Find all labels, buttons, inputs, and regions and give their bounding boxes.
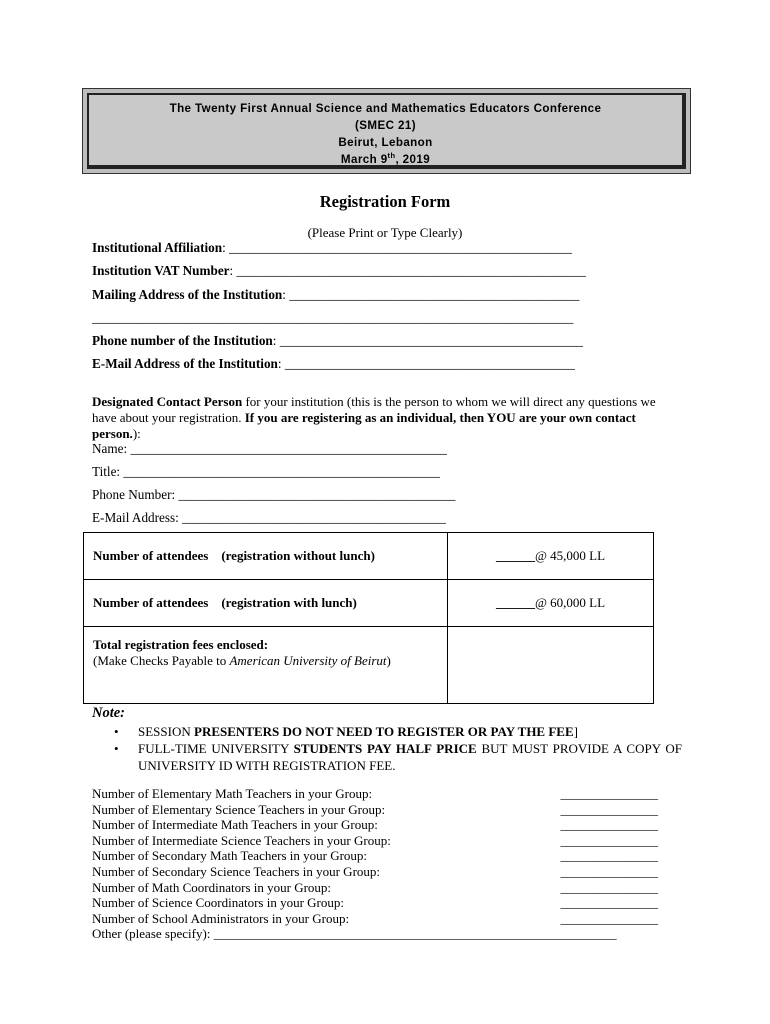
conference-date: March 9th, 2019 <box>340 151 431 166</box>
group-row[interactable]: Number of Secondary Math Teachers in your Group: _______________ <box>92 848 658 864</box>
institutional-affiliation-field[interactable] <box>92 240 572 256</box>
fee-label-without-lunch: Number of attendees (registration without lunch) <box>84 533 448 580</box>
group-row[interactable]: Number of Elementary Science Teachers in your Group: _______________ <box>92 801 658 817</box>
form-subtitle: (Please Print or Type Clearly) <box>307 225 463 240</box>
note-item-students: • FULL-TIME UNIVERSITY STUDENTS PAY HALF PRICE BUT MUST PROVIDE A COPY OF UNIVERSITY ID WITH REGISTRATION FEE. <box>114 741 682 773</box>
attendees-without-lunch-blank[interactable]: ______ <box>495 548 535 563</box>
mailing-address-blank[interactable]: : ____________________________________________ <box>282 287 580 302</box>
group-row[interactable]: Number of Science Coordinators in your Group: _______________ <box>92 895 658 911</box>
group-other-row[interactable]: Other (please specify): ______________________________________________________________ <box>92 926 617 942</box>
institution-vat-label: Institution VAT Number <box>92 263 230 278</box>
group-row[interactable]: Number of School Administrators in your Group: _______________ <box>92 910 658 926</box>
institution-phone-label: Phone number of the Institution <box>92 333 273 348</box>
conference-banner-text <box>87 93 686 169</box>
institution-email-field[interactable] <box>92 356 575 372</box>
note-heading: Note: <box>92 705 126 721</box>
total-fees-label: Total registration fees enclosed: (Make Checks Payable to American University of Beirut) <box>84 627 448 704</box>
attendees-with-lunch-blank[interactable]: ______ <box>495 595 535 610</box>
institution-email-label: E-Mail Address of the Institution <box>92 356 278 371</box>
mailing-address-label: Mailing Address of the Institution <box>92 287 283 302</box>
fee-value-with-lunch[interactable] <box>448 580 654 627</box>
contact-name-field[interactable]: Name: ________________________________________________ <box>92 441 447 456</box>
fee-label-with-lunch: Number of attendees (registration with lunch) <box>84 580 448 627</box>
fee-row-with-lunch <box>84 580 654 627</box>
group-counts <box>92 786 658 942</box>
institution-phone-field[interactable] <box>92 333 583 349</box>
fee-value-without-lunch[interactable] <box>448 533 654 580</box>
contact-email-field[interactable]: E-Mail Address: ________________________________________ <box>92 510 446 525</box>
conference-banner <box>82 88 691 174</box>
fee-row-without-lunch <box>84 533 654 580</box>
institution-vat-blank[interactable]: : _____________________________________________________ <box>229 263 586 278</box>
group-row[interactable]: Number of Intermediate Science Teachers in your Group: _______________ <box>92 832 658 848</box>
mailing-address-field[interactable] <box>92 287 579 303</box>
note-item-presenters: • SESSION PRESENTERS DO NOT NEED TO REGISTER OR PAY THE FEE] <box>114 724 578 739</box>
price-with-lunch: @ 60,000 LL <box>534 595 606 610</box>
institution-vat-field[interactable] <box>92 263 586 279</box>
conference-location: Beirut, Lebanon <box>338 136 433 149</box>
conference-acronym: (SMEC 21) <box>355 119 416 132</box>
institution-email-blank[interactable]: : ____________________________________________ <box>277 356 575 371</box>
price-without-lunch: @ 45,000 LL <box>534 548 606 563</box>
bullet-icon: • <box>114 724 119 739</box>
note-list <box>112 723 682 774</box>
total-fees-input-cell[interactable] <box>448 627 654 704</box>
contact-phone-field[interactable]: Phone Number: __________________________________________ <box>92 487 456 502</box>
institutional-affiliation-label: Institutional Affiliation <box>92 240 223 255</box>
group-row[interactable]: Number of Secondary Science Teachers in your Group: _______________ <box>92 863 658 879</box>
conference-name: The Twenty First Annual Science and Mathematics Educators Conference <box>169 102 602 115</box>
group-row[interactable]: Number of Intermediate Math Teachers in your Group: _______________ <box>92 817 658 833</box>
fee-row-total <box>84 627 654 704</box>
form-title: Registration Form <box>319 192 451 211</box>
registration-fees-table <box>83 532 654 704</box>
institution-phone-blank[interactable]: : ______________________________________________ <box>272 333 584 348</box>
group-row[interactable]: Number of Elementary Math Teachers in your Group: _______________ <box>92 786 658 801</box>
contact-title-field[interactable]: Title: ________________________________________________ <box>92 464 440 479</box>
contact-person-intro: Designated Contact Person for your institution (this is the person to whom we will direct any questions we have about your registration. If you are registering as an individual, then YOU are your own contact person.): <box>92 394 656 441</box>
institutional-affiliation-blank[interactable]: : ____________________________________________________ <box>222 240 572 255</box>
mailing-address-line2[interactable]: _________________________________________________________________________ <box>92 310 574 325</box>
group-row[interactable]: Number of Math Coordinators in your Group: _______________ <box>92 879 658 895</box>
bullet-icon: • <box>114 741 119 756</box>
